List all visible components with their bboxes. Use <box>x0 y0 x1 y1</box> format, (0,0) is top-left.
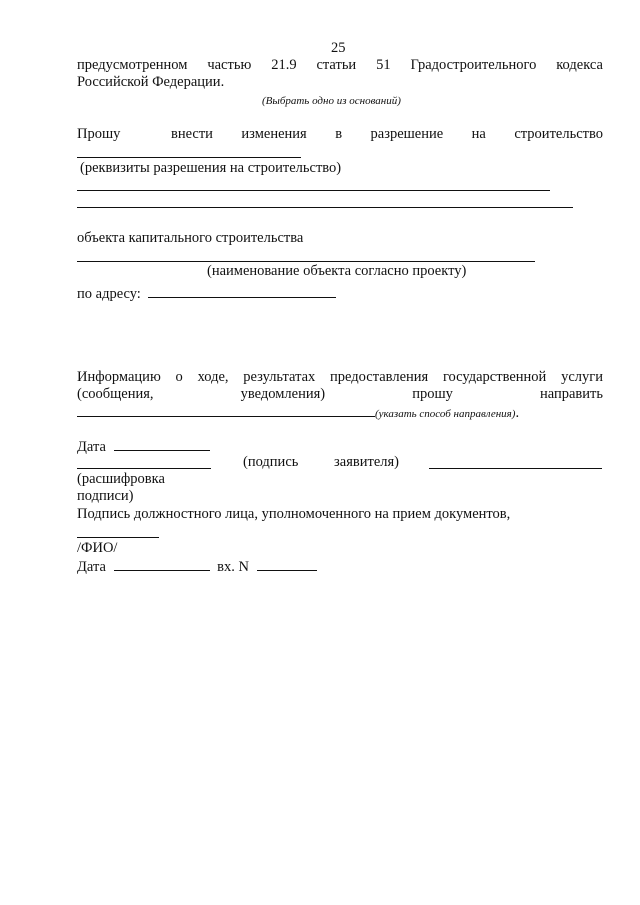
info-line-1 <box>77 369 603 386</box>
info-line-2 <box>77 386 603 403</box>
word: услуги <box>561 369 603 385</box>
word: результатах <box>243 369 316 385</box>
object-label: объекта капитального строительства <box>77 230 304 246</box>
word: (подпись <box>243 454 299 470</box>
decode-caption-1: (расшифровка <box>77 471 165 487</box>
receipt-row <box>77 557 317 576</box>
method-field[interactable] <box>77 403 375 417</box>
word: предусмотренном <box>77 57 188 73</box>
official-signature-line[interactable] <box>77 537 159 538</box>
object-caption: (наименование объекта согласно проекту) <box>207 263 467 279</box>
date-label-2: Дата <box>77 559 106 575</box>
permit-line-2[interactable] <box>77 190 550 191</box>
word: заявителя) <box>334 454 399 470</box>
address-label: по адресу: <box>77 286 141 302</box>
word: Информацию <box>77 369 161 385</box>
date-label: Дата <box>77 439 106 455</box>
method-row <box>77 403 519 423</box>
date-field[interactable] <box>114 437 210 451</box>
basis-line-1 <box>77 57 603 74</box>
basis-note: (Выбрать одно из оснований) <box>262 95 401 107</box>
word: строительство <box>514 126 603 142</box>
permit-line-3[interactable] <box>77 207 573 208</box>
date-field-2[interactable] <box>114 557 210 571</box>
word: государственной <box>442 369 547 385</box>
basis-line-2: Российской Федерации. <box>77 74 225 90</box>
word: уведомления) <box>240 386 326 402</box>
method-note: (указать способ направления) <box>375 408 516 420</box>
word: разрешение <box>370 126 444 142</box>
signature-caption <box>243 454 399 471</box>
word: ходе, <box>197 369 229 385</box>
decode-line[interactable] <box>429 468 602 469</box>
word: внести <box>171 126 213 142</box>
page-number: 25 <box>331 40 346 56</box>
address-row <box>77 284 336 303</box>
permit-caption: (реквизиты разрешения на строительство) <box>80 160 342 176</box>
official-text: Подпись должностного лица, уполномоченного на прием документов, <box>77 506 511 522</box>
address-field[interactable] <box>148 284 336 298</box>
word: 21.9 <box>271 57 297 73</box>
word: частью <box>207 57 252 73</box>
word: Градостроительного <box>410 57 537 73</box>
word: направить <box>539 386 603 402</box>
request-line <box>77 126 603 143</box>
word: статьи <box>316 57 357 73</box>
word: Прошу <box>77 126 121 142</box>
word: в <box>335 126 343 142</box>
word: (сообщения, <box>77 386 154 402</box>
word: кодекса <box>556 57 603 73</box>
method-end: . <box>515 405 520 421</box>
signature-line[interactable] <box>77 468 211 469</box>
word: предоставления <box>330 369 429 385</box>
permit-line-1[interactable] <box>77 157 301 158</box>
object-name-line[interactable] <box>77 261 535 262</box>
word: на <box>471 126 486 142</box>
word: о <box>175 369 183 385</box>
word: изменения <box>241 126 307 142</box>
word: 51 <box>376 57 391 73</box>
date-row <box>77 437 210 456</box>
fio-label: /ФИО/ <box>77 540 118 556</box>
word: прошу <box>412 386 453 402</box>
incoming-number-field[interactable] <box>257 557 317 571</box>
decode-caption-2: подписи) <box>77 488 134 504</box>
incoming-label: вх. N <box>217 559 249 575</box>
